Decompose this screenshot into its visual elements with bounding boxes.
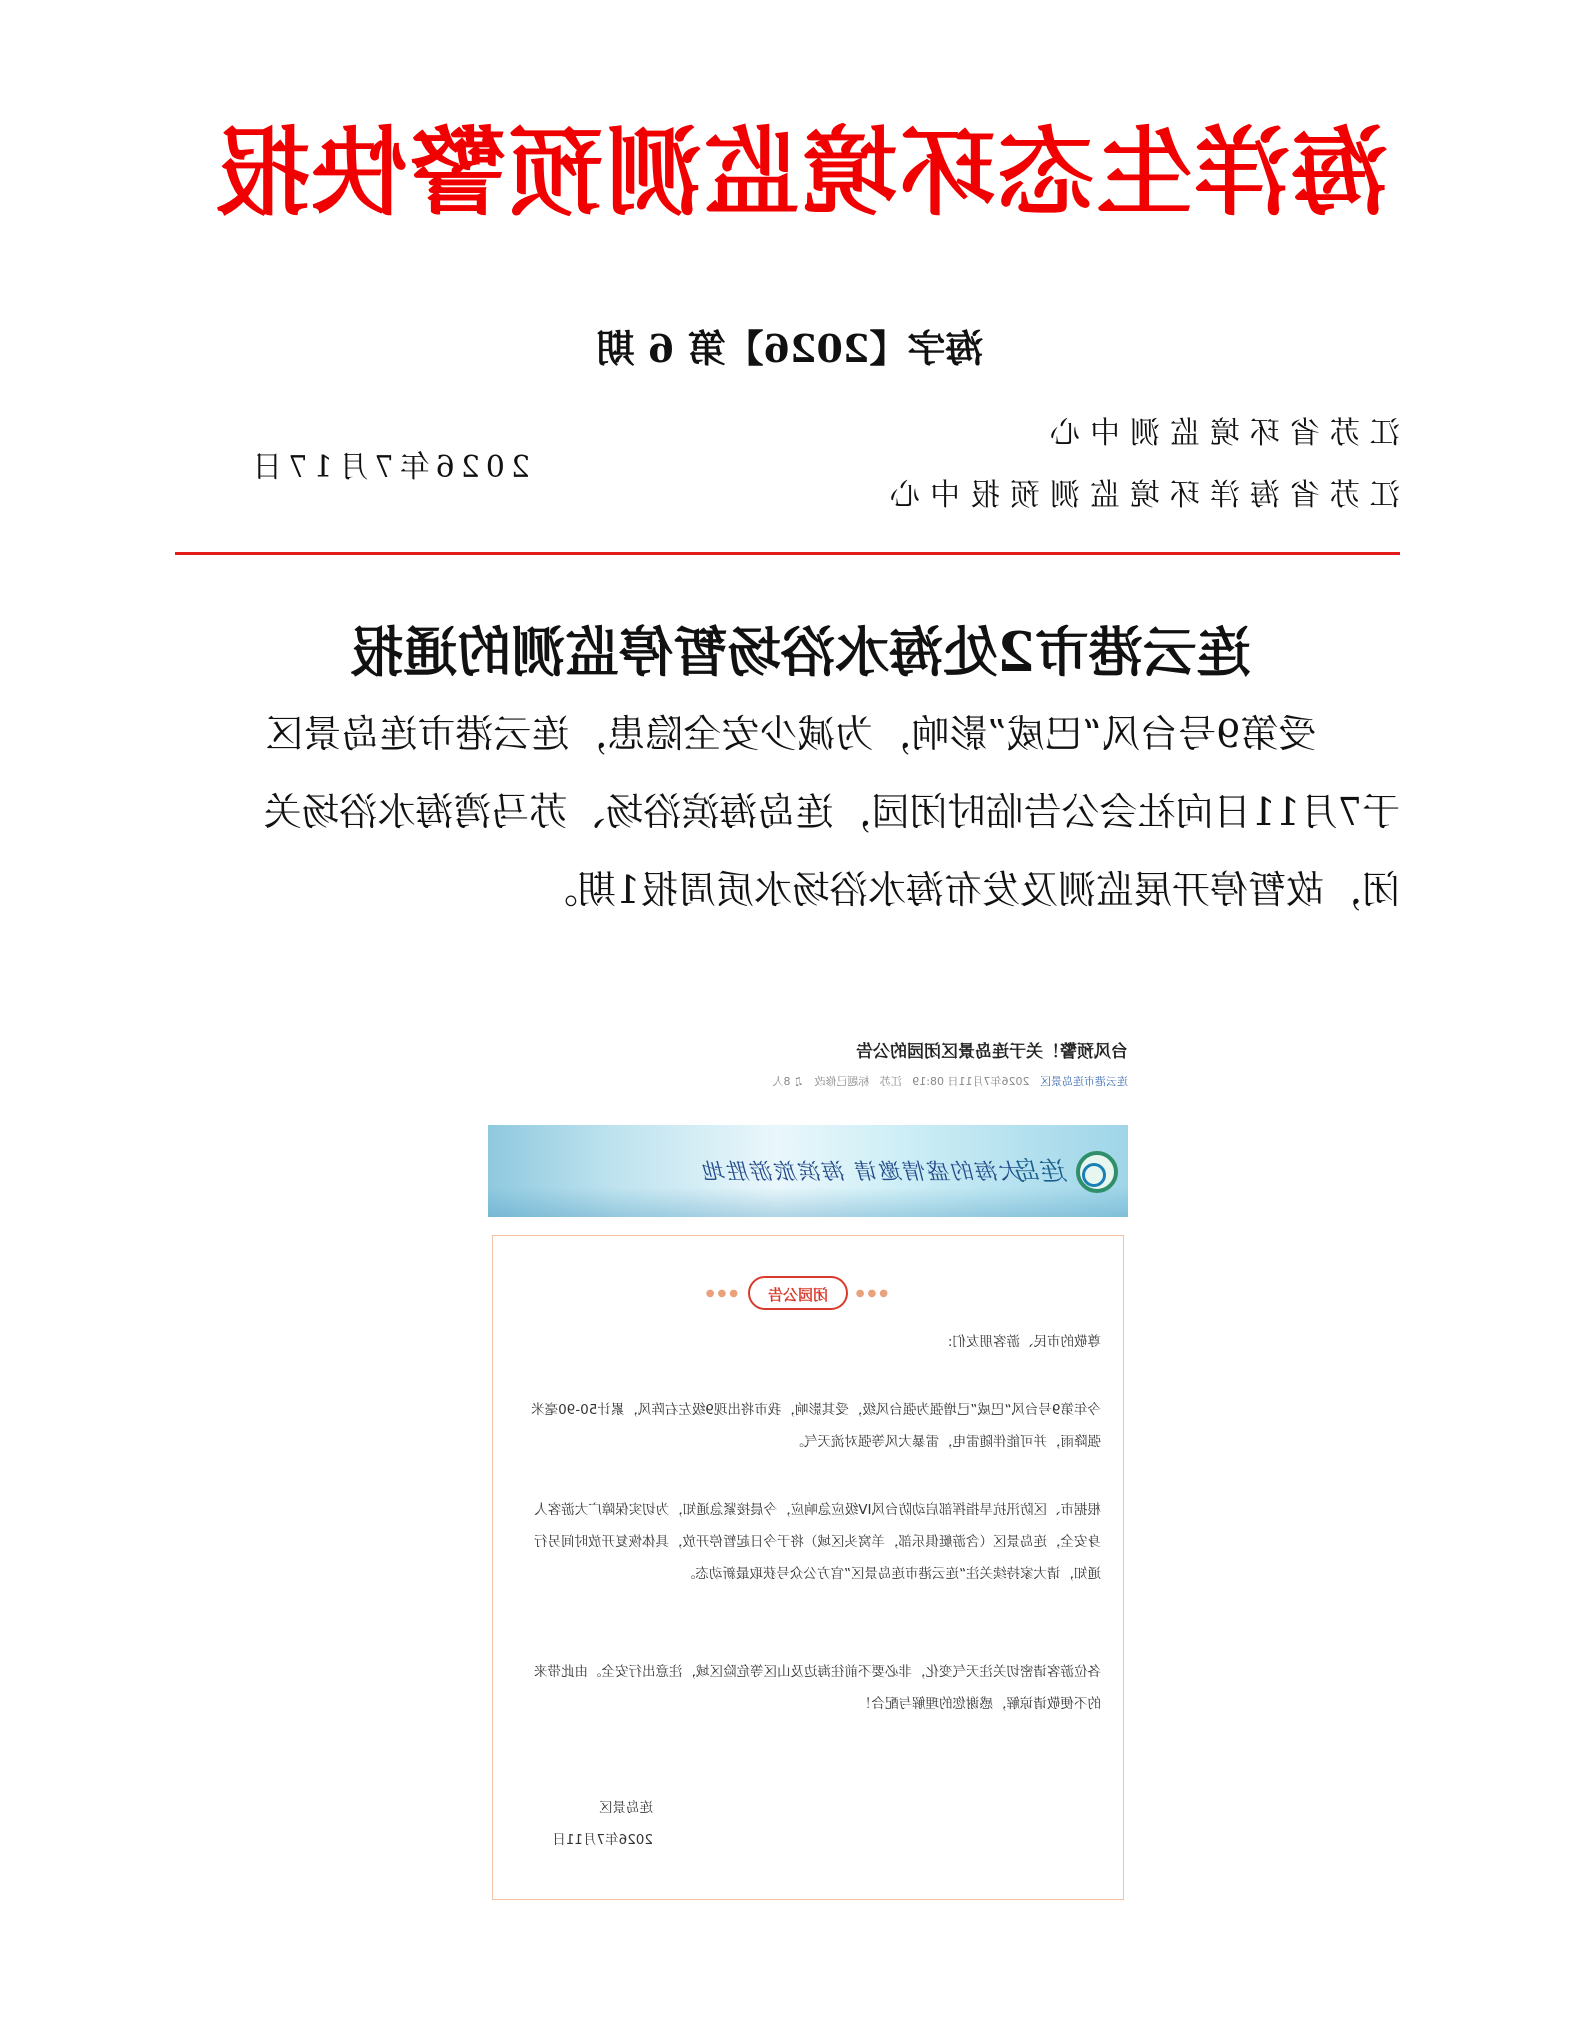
dots-left-icon: ●●● (852, 1288, 888, 1299)
notice-sign-date: 2026年7月11日 (552, 1832, 653, 1848)
headphone-icon: ♫ (793, 1075, 804, 1088)
issuing-org-2: 江苏省海洋环境监测预报中心 (880, 478, 1400, 513)
banner-brand: 连岛 (1015, 1157, 1068, 1187)
notice-paragraph-1: 今年第9号台风“巴威”已增强为强台风级，受其影响，我市将出现9级左右阵风，累计50-90毫米强降雨，并可能伴随雷电，雷暴大风等强对流天气。 (531, 1402, 1101, 1450)
issue-number: 海字【2026】第 6 期 (596, 326, 984, 371)
meta-region: 江苏 (879, 1075, 902, 1088)
embedded-notice-screenshot (488, 1025, 1128, 1905)
meta-time: 2026年7月11日 08:19 (912, 1075, 1030, 1088)
scenic-logo-icon (1076, 1151, 1118, 1193)
meta-listen: 8人 (772, 1075, 791, 1088)
red-divider (175, 552, 1400, 555)
notice-meta (772, 1073, 1128, 1089)
article-paragraph: 受第9号台风“巴威”影响，为减少安全隐患，连云港市连岛景区于7月11日向社会公告临时闭园，连岛海滨浴场、苏马湾海水浴场关闭，故暂停开展监测及发布海水浴场水质周报1期。 (263, 712, 1400, 912)
article-title: 连云港市2处海水浴场暂停监测的通报 (349, 620, 1251, 684)
notice-paragraph-3: 各位游客请密切关注天气变化，非必要不前往海边及山区等危险区域，注意出行安全。由此带来的不便敬请谅解，感谢您的理解与配合！ (534, 1664, 1101, 1712)
meta-modified: 标题已修改 (814, 1075, 870, 1088)
banner-slogan: 大海的盛情邀请 海滨旅游胜地 (702, 1160, 1023, 1185)
report-headline: 海洋生态环境监测预警快报 (212, 117, 1388, 229)
notice-title: 台风预警！关于连岛景区闭园的公告 (856, 1042, 1128, 1062)
notice-card (492, 1235, 1124, 1900)
issue-date: 2026年7月17日 (246, 450, 530, 485)
closure-badge: 闭园公告 (748, 1276, 848, 1310)
notice-greeting: 尊敬的市民、游客朋友们: (947, 1334, 1101, 1350)
scenic-banner (488, 1125, 1128, 1217)
notice-sign-org: 连岛景区 (599, 1800, 653, 1816)
notice-paragraph-2: 根据市、区防汛抗旱指挥部启动防台风IV级应急响应，今晨接紧急通知，为切实保障广大游客人身安全，连岛景区（含游艇俱乐部，羊窝头区域）将于今日起暂停开放，具体恢复开放时间另行通知，请大家持续关注“连云港市连岛景区”官方公众号获取最新动态。 (534, 1502, 1101, 1582)
article-body (250, 695, 1400, 929)
dots-right-icon: ●●● (702, 1288, 738, 1299)
meta-source: 连云港市连岛景区 (1040, 1075, 1128, 1088)
wave-decoration (488, 1187, 1128, 1217)
issuing-org-1: 江苏省环境监测中心 (1040, 416, 1400, 451)
